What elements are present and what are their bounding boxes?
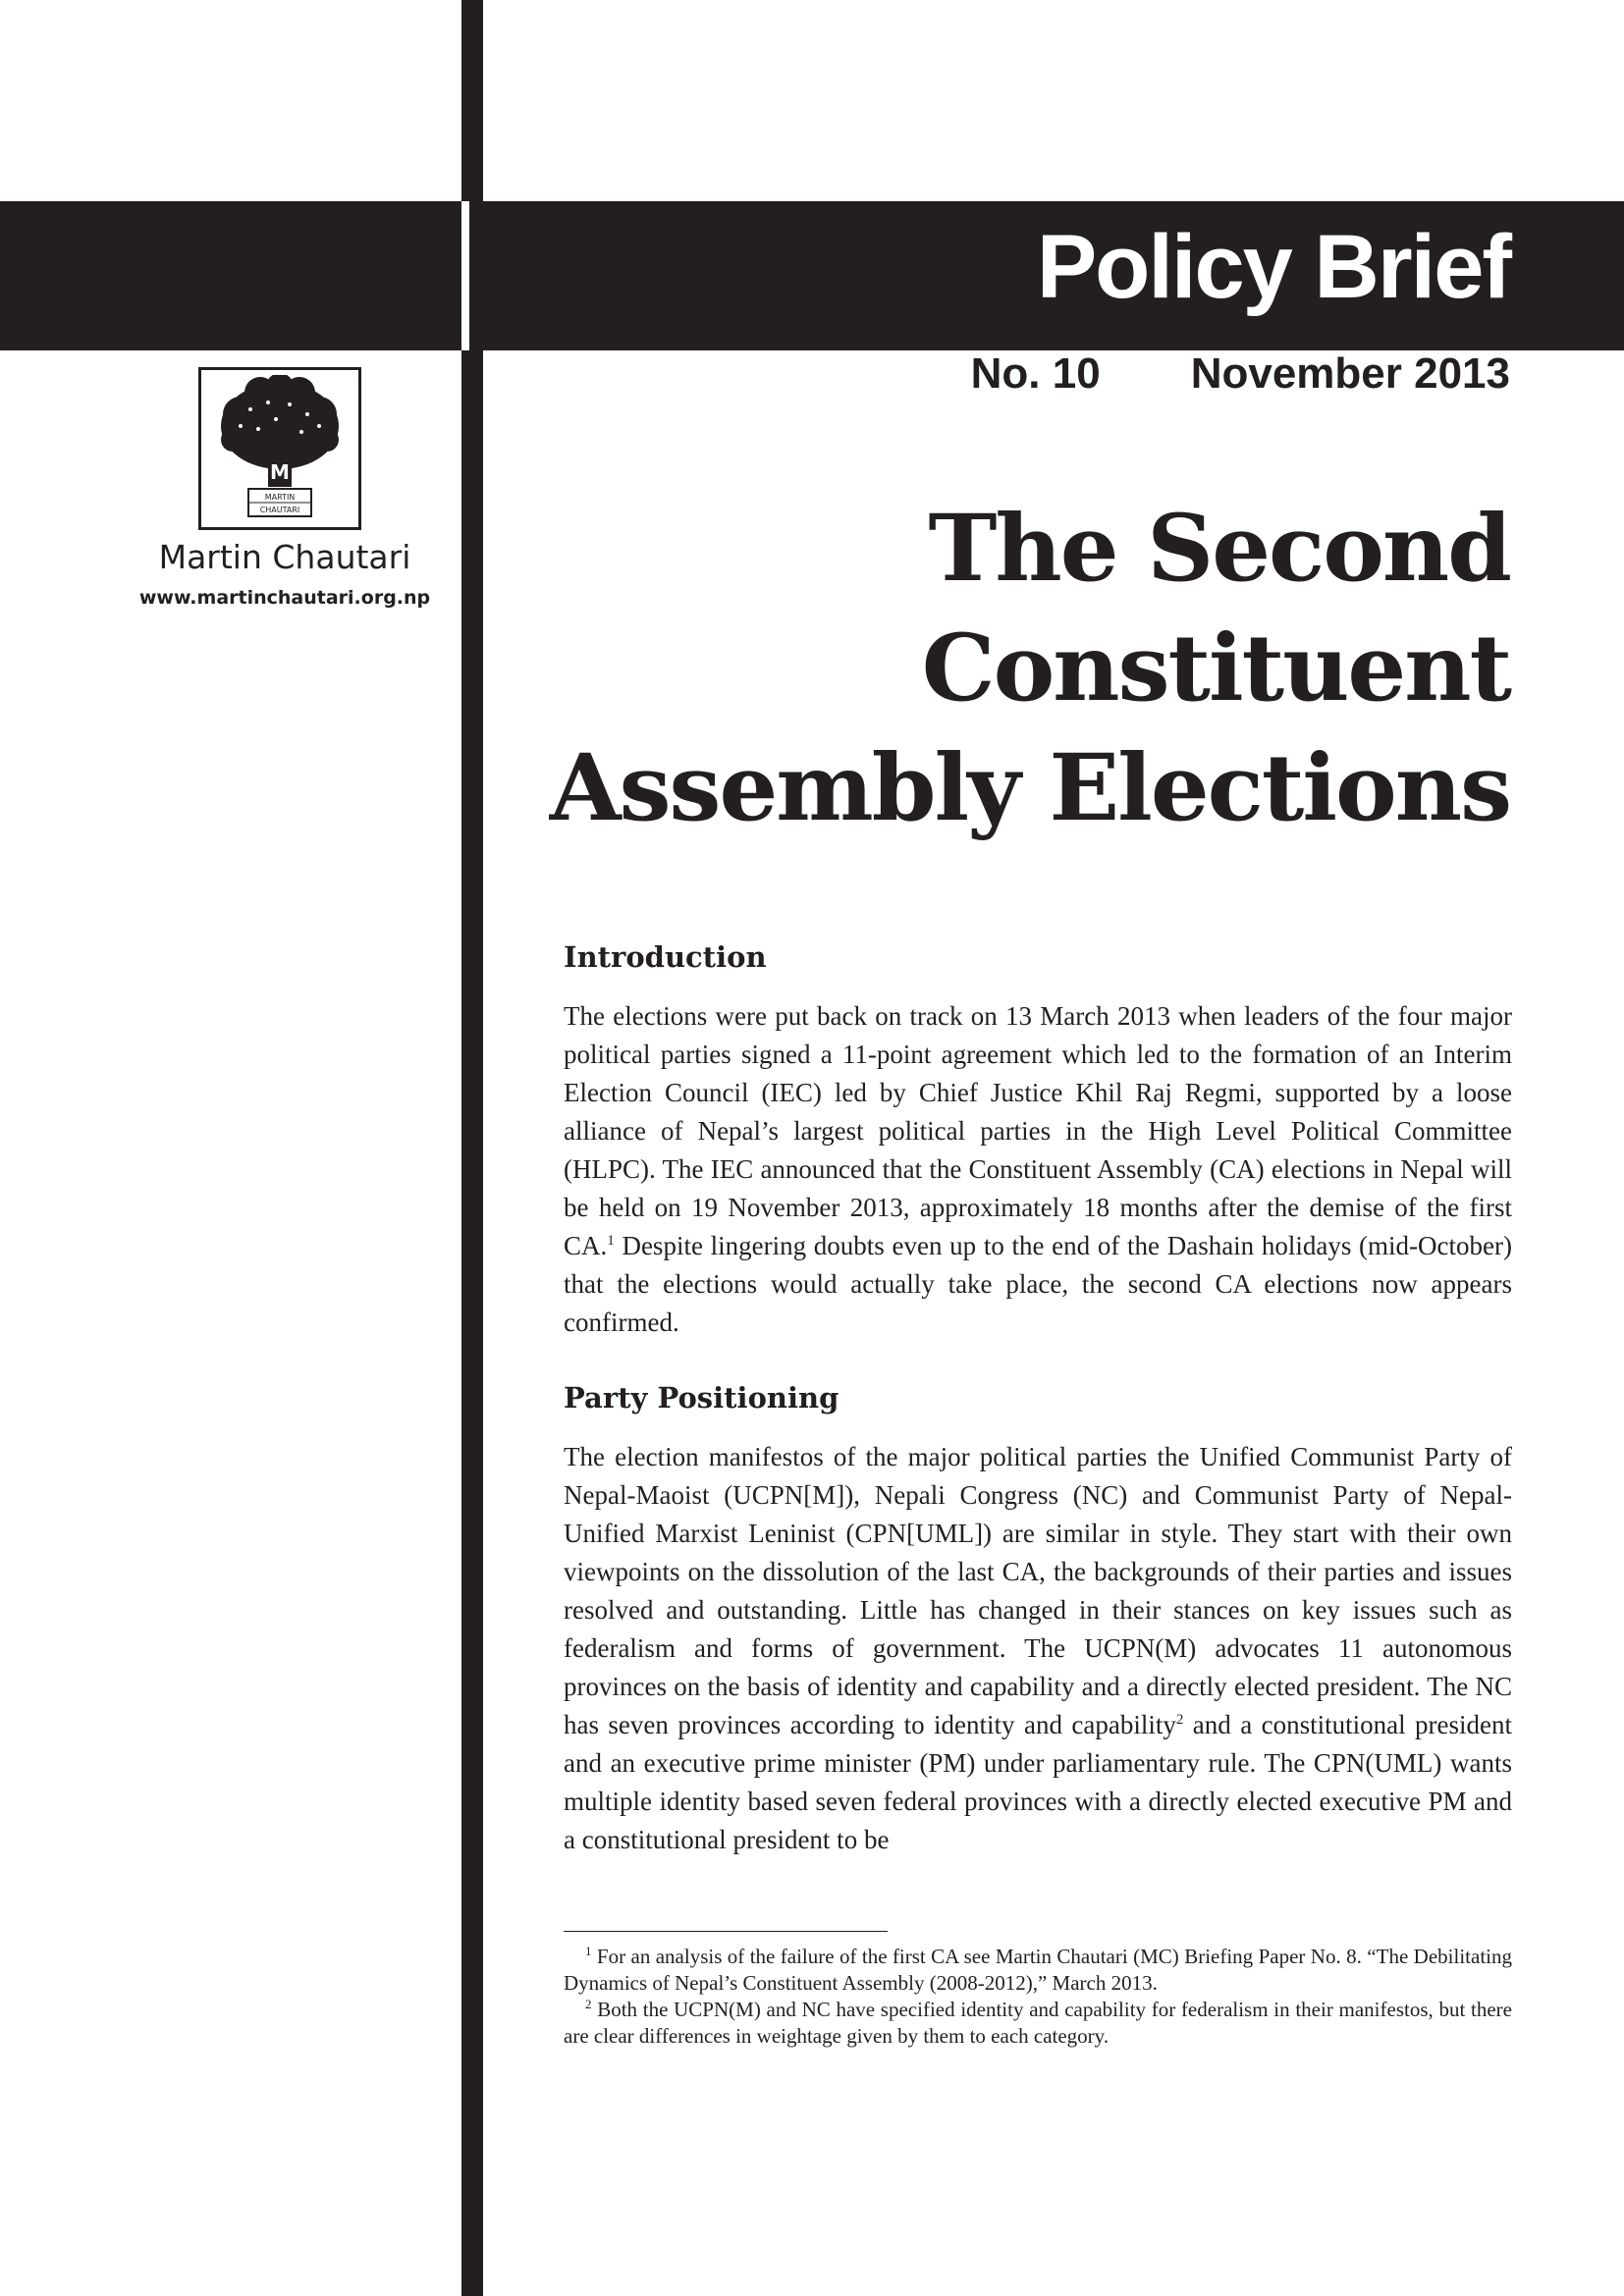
footnotes	[564, 1944, 1512, 2050]
section-party-positioning	[564, 1381, 1512, 1859]
header-band-left	[0, 201, 461, 350]
footnote-ref[interactable]: 1	[607, 1233, 615, 1249]
svg-text:M: M	[270, 460, 290, 484]
title-line-1: The Second Constituent	[921, 495, 1510, 722]
footnote: $^2$ Both the UCPN(M) and NC have specified identity and capability for federalism in their manifestos, but there are clear differences in weightage given by them to each category.	[564, 1997, 1512, 2048]
section-introduction	[564, 940, 1512, 1342]
footnote: $^1$ For an analysis of the failure of the first CA see Martin Chautari (MC) Briefing Paper No. 8. “The Debilitating Dynamics of Nepal’s Constituent Assembly (2008-2012),” March 2013.	[564, 1944, 1512, 1995]
section-heading: Introduction	[564, 940, 767, 974]
organization-logo	[198, 367, 361, 530]
issue-line	[971, 349, 1510, 399]
issue-number: No. 10	[970, 349, 1101, 398]
tree-icon	[211, 375, 349, 522]
document-title	[430, 489, 1510, 848]
footnote-ref[interactable]: 2	[1175, 1712, 1184, 1728]
organization-url[interactable]: www.martinchautari.org.np	[138, 587, 431, 609]
title-line-2: Assembly Elections	[549, 734, 1510, 842]
footnote-divider	[564, 1931, 888, 1932]
band-gap-fill	[469, 201, 483, 350]
main-content	[564, 940, 1512, 1859]
section-paragraph: The elections were put back on track on 13 March 2013 when leaders of the four major political parties signed a 11-point agreement which led to the formation of an Interim Election Council (IEC) led by Chief Justice Khil Raj Regmi, supported by a loose alliance of Nepal’s largest political parties in the High Level Political Committee (HLPC). The IEC announced that the Constituent Assembly (CA) elections in Nepal will be held on 19 November 2013, approximately 18 months after the demise of the first CA.$^1$ Despite lingering doubts even up to the end of the Dashain holidays (mid-October) that the elections would actually take place, the second CA elections now appears confirmed.	[564, 1001, 1512, 1337]
issue-date: November 2013	[1190, 349, 1510, 398]
section-heading: Party Positioning	[564, 1381, 839, 1415]
svg-text:MARTIN: MARTIN	[264, 493, 296, 502]
brief-title: Policy Brief	[1036, 217, 1510, 317]
svg-text:CHAUTARI: CHAUTARI	[259, 506, 300, 514]
section-paragraph: The election manifestos of the major political parties the Unified Communist Party of Nepal-Maoist (UCPN[M]), Nepali Congress (NC) and Communist Party of Nepal-Unified Marxist Leninist (CPN[UML]) are similar in style. They start with their own viewpoints on the dissolution of the last CA, the backgrounds of their parties and issues resolved and outstanding. Little has changed in their stances on key issues such as federalism and forms of government. The UCPN(M) advocates 11 autonomous provinces on the basis of identity and capability and a directly elected president. The NC has seven provinces according to identity and capability$^2$ and a constitutional president and an executive prime minister (PM) under parliamentary rule. The CPN(UML) wants multiple identity based seven federal provinces with a directly elected executive PM and a constitutional president to be	[564, 1442, 1512, 1854]
organization-name: Martin Chautari	[158, 538, 411, 576]
